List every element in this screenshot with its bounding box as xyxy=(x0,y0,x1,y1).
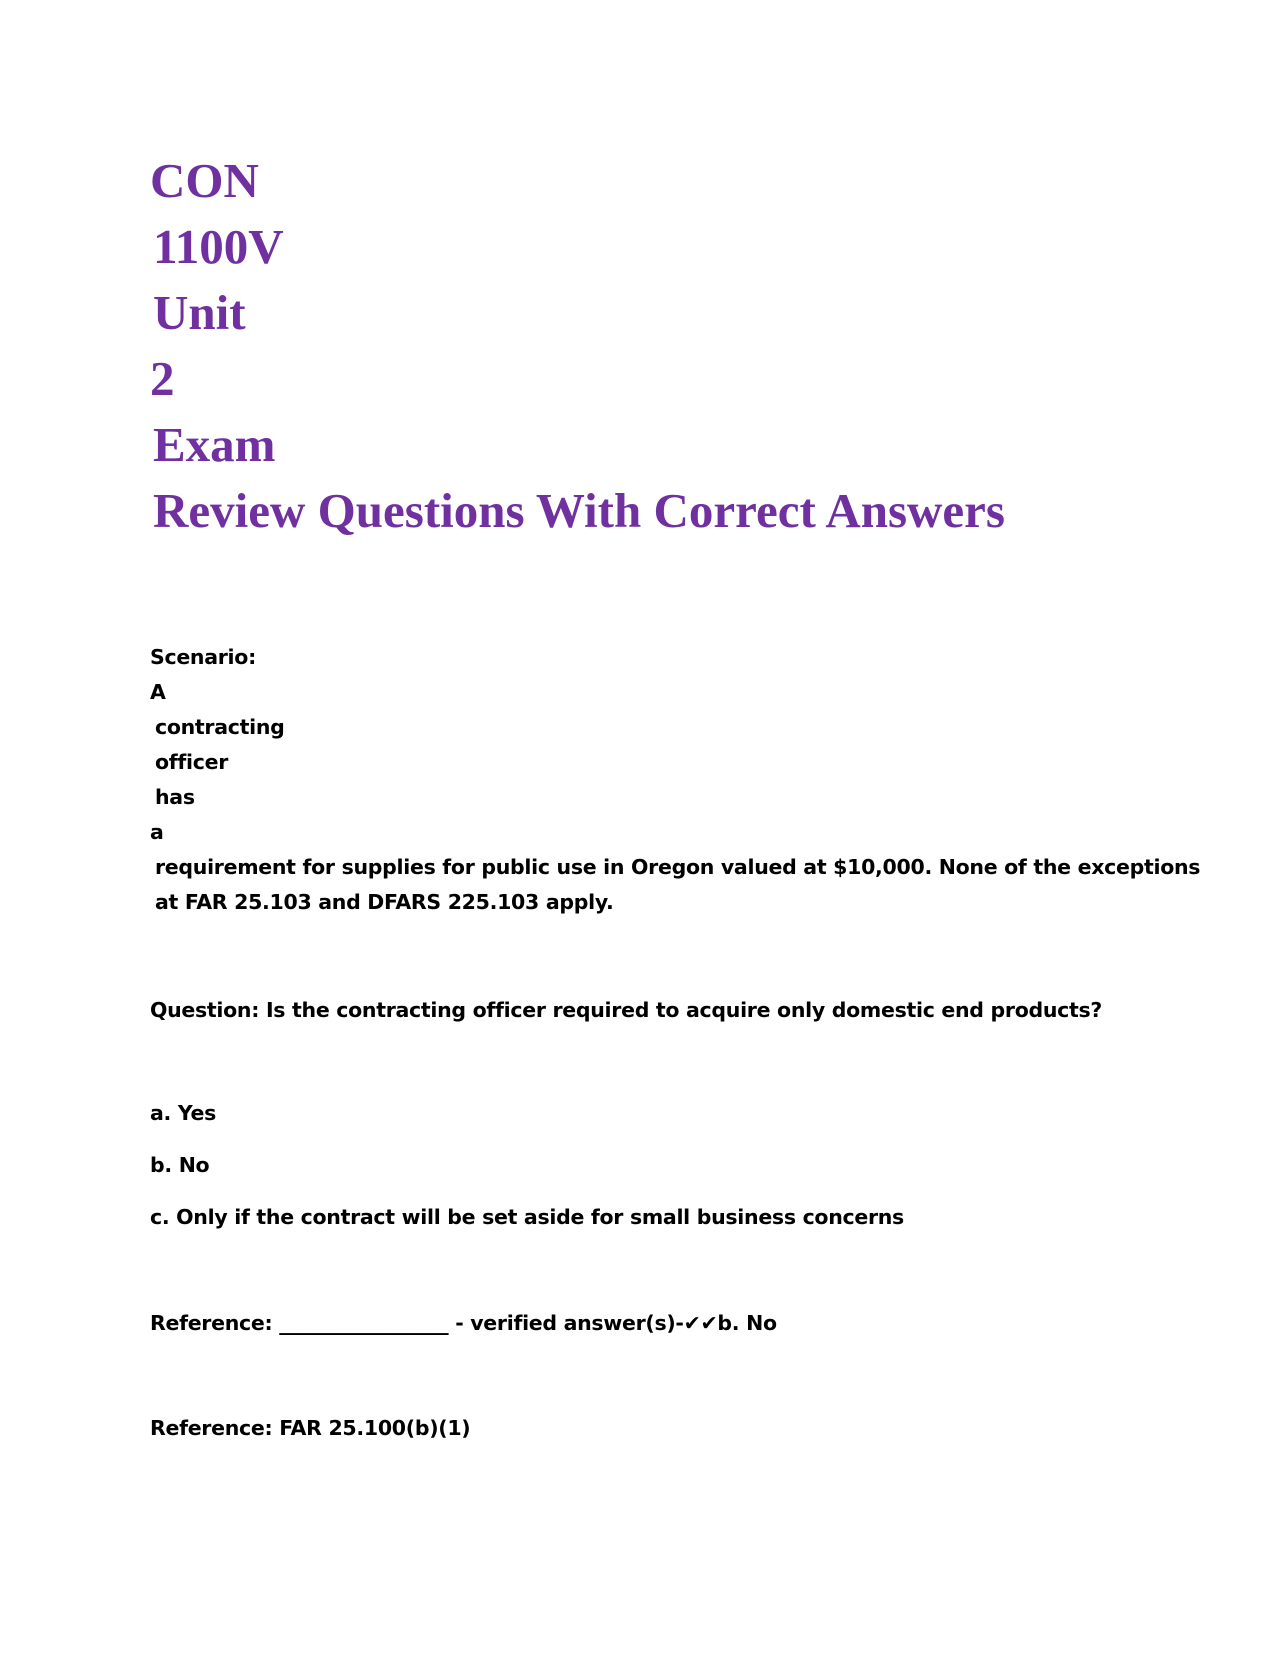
option-c: c. Only if the contract will be set aside for small business concerns xyxy=(150,1205,904,1229)
title-line-6: Review Questions With Correct Answers xyxy=(153,483,1005,538)
scenario-line: has xyxy=(155,785,195,809)
option-b: b. No xyxy=(150,1153,210,1177)
scenario-line: a xyxy=(150,820,164,844)
scenario-paragraph xyxy=(150,640,1200,920)
title-line-4: 2 xyxy=(150,351,175,406)
title-line-3: Unit xyxy=(153,285,246,340)
title-line-1: CON xyxy=(150,153,259,208)
scenario-line: officer xyxy=(155,750,229,774)
title-line-5: Exam xyxy=(153,417,276,472)
reference-answer: Reference: _________________ - verified answer(s)-✔✔b. No xyxy=(150,1311,777,1335)
option-a: a. Yes xyxy=(150,1101,217,1125)
scenario-line: at FAR 25.103 and DFARS 225.103 apply. xyxy=(155,890,614,914)
reference-citation: Reference: FAR 25.100(b)(1) xyxy=(150,1416,471,1440)
title-line-2: 1100V xyxy=(153,219,284,274)
scenario-line: requirement for supplies for public use in Oregon valued at $10,000. None of the exceptions xyxy=(155,855,1201,879)
scenario-line: contracting xyxy=(155,715,285,739)
document-title xyxy=(150,148,1005,544)
scenario-line: A xyxy=(150,680,166,704)
scenario-label: Scenario: xyxy=(150,645,256,669)
question-text: Question: Is the contracting officer required to acquire only domestic end products? xyxy=(150,998,1102,1022)
